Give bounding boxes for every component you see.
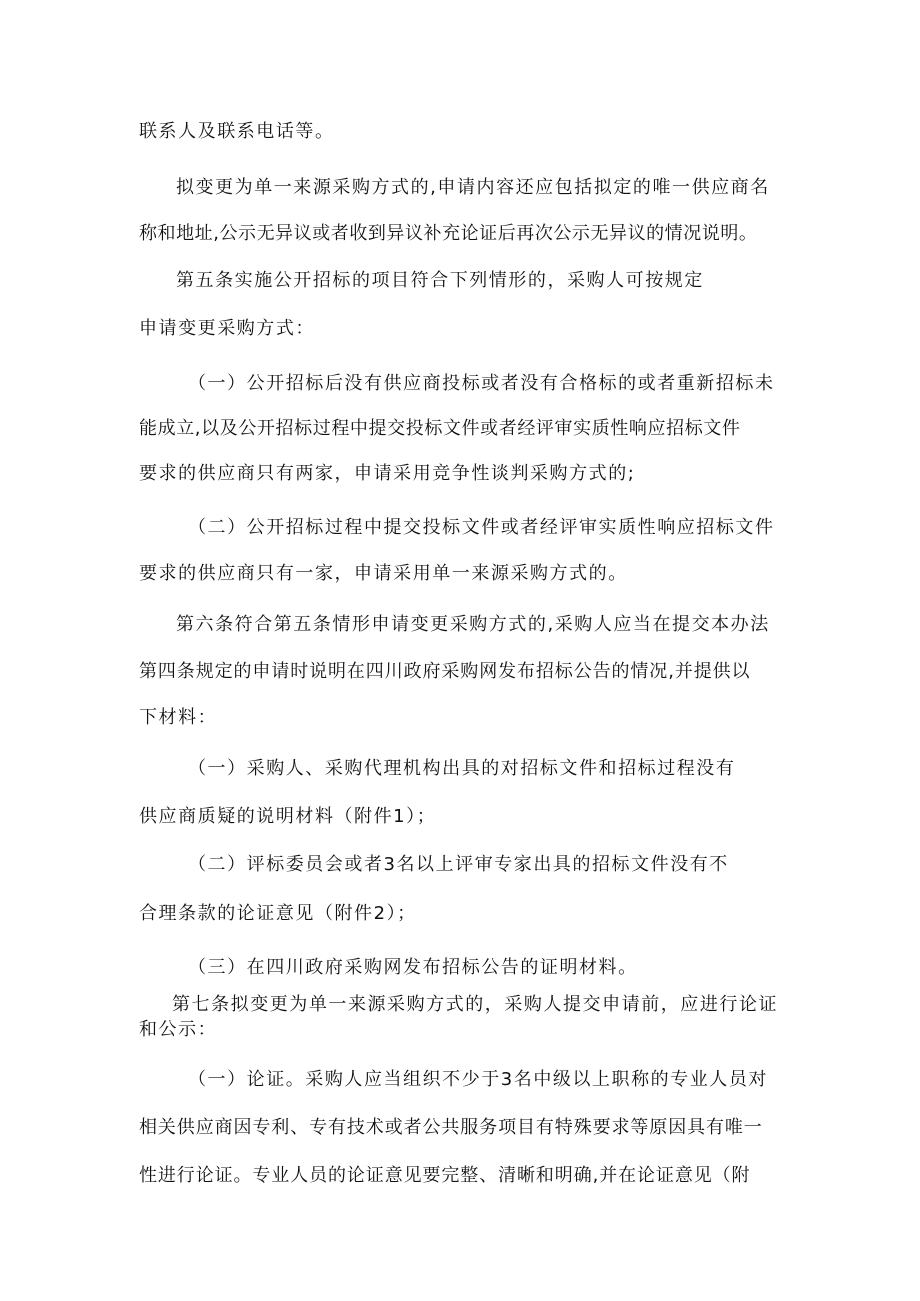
- text-line-13: 下材料：: [139, 707, 218, 728]
- text-line-20: 和公示：: [139, 1019, 218, 1040]
- text-line-3: 称和地址,公示无异议或者收到异议补充论证后再次公示无异议的情况说明。: [139, 223, 758, 244]
- text-line-2: 拟变更为单一来源采购方式的,申请内容还应包括拟定的唯一供应商名: [176, 177, 770, 198]
- text-line-5: 申请变更采购方式：: [139, 318, 315, 339]
- text-line-22: 相关供应商因专利、专有技术或者公共服务项目有特殊要求等原因具有唯一: [139, 1117, 763, 1138]
- text-line-12: 第四条规定的申请时说明在四川政府采购网发布招标公告的情况,并提供以: [139, 661, 751, 682]
- text-line-10: 要求的供应商只有一家，申请采用单一来源采购方式的。: [139, 563, 628, 584]
- text-line-23: 性进行论证。专业人员的论证意见要完整、清晰和明确,并在论证意见（附: [139, 1165, 751, 1186]
- text-line-9: （二）公开招标过程中提交投标文件或者经评审实质性响应招标文件: [188, 517, 775, 538]
- text-line-15: 供应商质疑的说明材料（附件1）；: [139, 806, 437, 827]
- text-line-7: 能成立,以及公开招标过程中提交投标文件或者经评审实质性响应招标文件: [139, 418, 741, 439]
- text-line-17: 合理条款的论证意见（附件2）；: [139, 903, 417, 924]
- text-line-18: （三）在四川政府采购网发布招标公告的证明材料。: [188, 957, 638, 978]
- text-line-14: （一）采购人、采购代理机构出具的对招标文件和招标过程没有: [188, 758, 736, 779]
- text-line-21: （一）论证。采购人应当组织不少于3名中级以上职称的专业人员对: [188, 1069, 768, 1090]
- text-line-8: 要求的供应商只有两家，申请采用竞争性谈判采购方式的;: [139, 463, 636, 484]
- text-line-4: 第五条实施公开招标的项目符合下列情形的，采购人可按规定: [176, 270, 704, 291]
- text-line-16: （二）评标委员会或者3名以上评审专家出具的招标文件没有不: [188, 854, 729, 875]
- text-line-11: 第六条符合第五条情形申请变更采购方式的,采购人应当在提交本办法: [176, 614, 770, 635]
- text-line-19: 第七条拟变更为单一来源采购方式的，采购人提交申请前，应进行论证: [172, 994, 779, 1015]
- text-line-6: （一）公开招标后没有供应商投标或者没有合格标的或者重新招标未: [188, 373, 775, 394]
- text-line-1: 联系人及联系电话等。: [139, 121, 335, 142]
